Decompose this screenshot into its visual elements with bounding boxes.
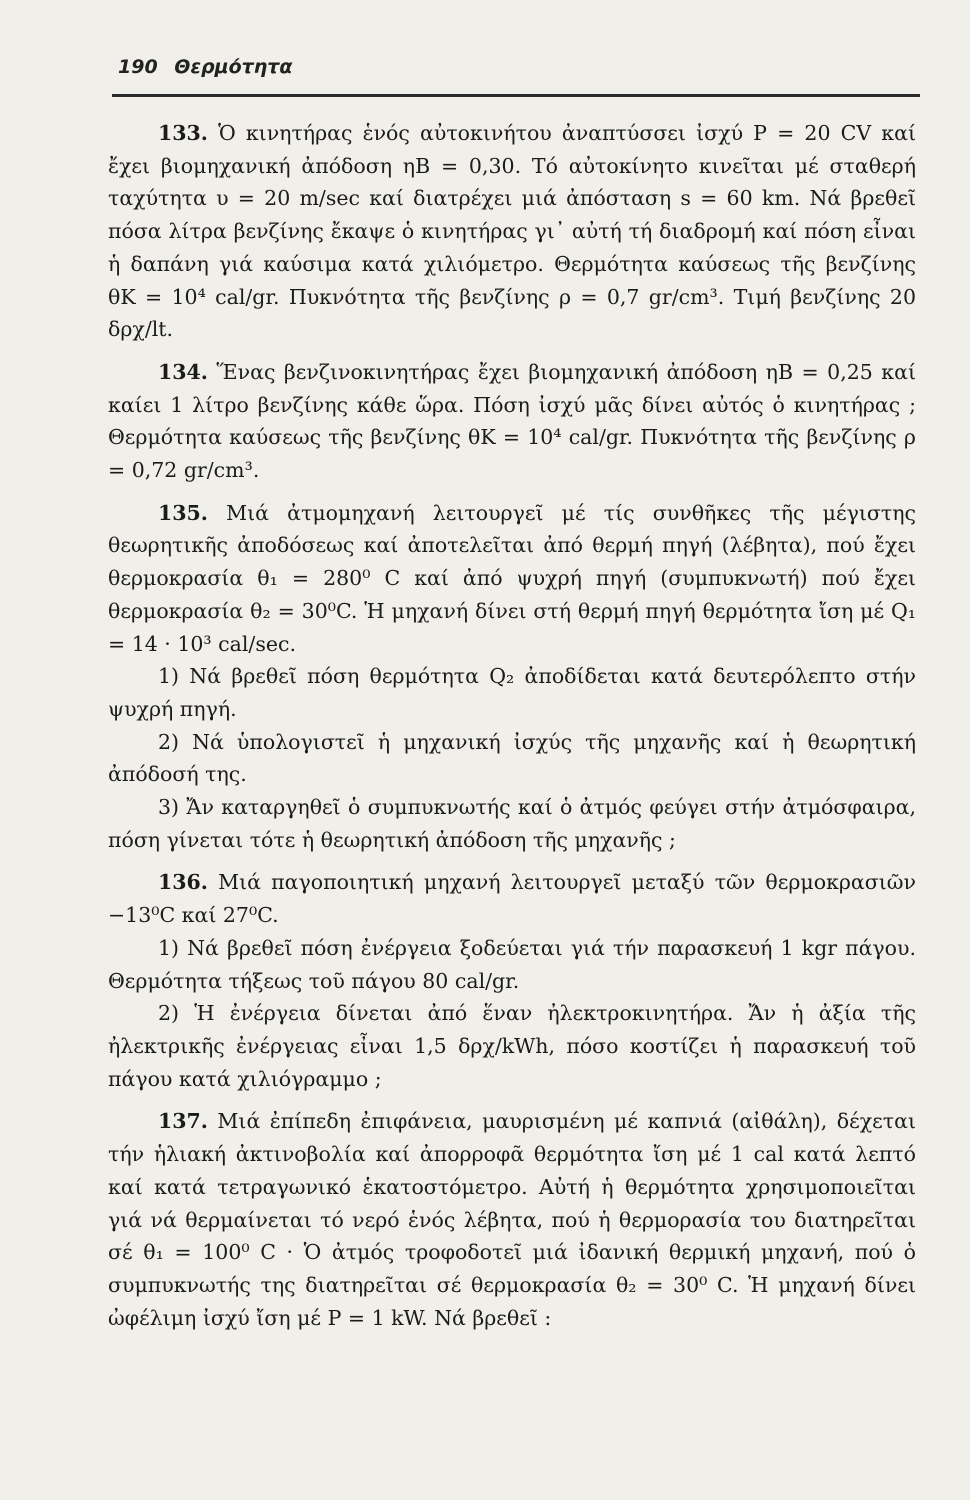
problem-135 — [108, 497, 916, 857]
problem-text: Ὁ κινητήρας ἑνός αὐτοκινήτου ἀναπτύσσει ἰσχύ P = 20 CV καί ἔχει βιομηχανική ἀπόδοση ηB = 0,30. Τό αὐτοκίνητο κινεῖται μέ σταθερή ταχύτητα υ = 20 m/sec καί διατρέχει μιά ἀπόσταση s = 60 km. Νά βρεθεῖ πόσα λίτρα βενζίνης ἔκαψε ὁ κινητήρας γι᾽ αὐτή τή διαδρομή καί πόση εἶναι ἡ δαπάνη γιά καύσιμα κατά χιλιόμετρο. Θερμότητα καύσεως τῆς βενζίνης θK = 10⁴ cal/gr. Πυκνότητα τῆς βενζίνης ρ = 0,7 gr/cm³. Τιμή βενζίνης 20 δρχ/lt. — [108, 121, 916, 342]
sub-question: 2) Νά ὑπολογιστεῖ ἡ μηχανική ἰσχύς τῆς μηχανῆς καί ἡ θεωρητική ἀπόδοσή της. — [108, 729, 916, 787]
problem-number: 137. — [158, 1109, 208, 1134]
problem-text: Μιά παγοποιητική μηχανή λειτουργεῖ μεταξύ τῶν θερμοκρασιῶν −13⁰C καί 27⁰C. — [108, 870, 916, 928]
page-content — [108, 117, 916, 1344]
problem-number: 133. — [158, 121, 208, 145]
problem-text: Ἕνας βενζινοκινητήρας ἔχει βιομηχανική ἀπόδοση ηB = 0,25 καί καίει 1 λίτρο βενζίνης κάθε ὥρα. Πόση ἰσχύ μᾶς δίνει αὐτός ὁ κινητήρας ; Θερμότητα καύσεως τῆς βενζίνης θK = 10⁴ cal/gr. Πυκνότητα τῆς βενζίνης ρ = 0,72 gr/cm³. — [108, 359, 916, 483]
sub-question: 2) Ἡ ἐνέργεια δίνεται ἀπό ἕναν ἠλεκτροκινητήρα. Ἄν ἡ ἀξία τῆς ἠλεκτρικῆς ἐνέργειας εἶναι 1,5 δρχ/kWh, πόσο κοστίζει ἡ παρασκευή τοῦ πάγου κατά χιλιόγραμμο ; — [108, 1001, 916, 1091]
problem-136 — [108, 866, 916, 1095]
problem-134 — [108, 356, 916, 487]
sub-question: 1) Νά βρεθεῖ πόση θερμότητα Q₂ ἀποδίδεται κατά δευτερόλεπτο στήν ψυχρή πηγή. — [108, 664, 916, 721]
problem-137 — [108, 1105, 916, 1334]
header-rule — [112, 94, 920, 97]
problem-133 — [108, 117, 916, 346]
page-number: 190 — [118, 56, 158, 78]
problem-text: Μιά ἀτμομηχανή λειτουργεῖ μέ τίς συνθῆκες τῆς μέγιστης θεωρητικῆς ἀποδόσεως καί ἀποτελεῖται ἀπό θερμή πηγή (λέβητα), πού ἔχει θερμοκρασία θ₁ = 280⁰ C καί ἀπό ψυχρή πηγή (συμπυκνωτή) πού ἔχει θερμοκρασία θ₂ = 30⁰C. Ἡ μηχανή δίνει στή θερμή πηγή θερμότητα ἴση μέ Q₁ = 14 · 10³ cal/sec. — [108, 500, 916, 656]
chapter-title: Θερμότητα — [174, 56, 293, 78]
sub-question: 1) Νά βρεθεῖ πόση ἐνέργεια ξοδεύεται γιά τήν παρασκευή 1 kgr πάγου. Θερμότητα τήξεως τοῦ πάγου 80 cal/gr. — [108, 935, 916, 993]
problem-number: 136. — [158, 870, 208, 895]
problem-text: Μιά ἐπίπεδη ἐπιφάνεια, μαυρισμένη μέ καπνιά (αἰθάλη), δέχεται τήν ἡλιακή ἀκτινοβολία καί ἀπορροφᾶ θερμότητα ἴση μέ 1 cal κατά λεπτό καί κατά τετραγωνικό ἑκατοστόμετρο. Αὐτή ἡ θερμότητα χρησιμοποιεῖται γιά νά θερμαίνεται τό νερό ἑνός λέβητα, πού ἡ θερμορασία του διατηρεῖται σέ θ₁ = 100⁰ C · Ὁ ἀτμός τροφοδοτεῖ μιά ἰδανική θερμική μηχανή, πού ὁ συμπυκνωτής της διατηρεῖται σέ θερμοκρασία θ₂ = 30⁰ C. Ἡ μηχανή δίνει ὠφέλιμη ἰσχύ ἴση μέ P = 1 kW. Νά βρεθεῖ : — [108, 1109, 916, 1330]
page-header — [118, 56, 918, 78]
problem-number: 135. — [158, 500, 208, 525]
sub-question: 3) Ἄν καταργηθεῖ ὁ συμπυκνωτής καί ὁ ἀτμός φεύγει στήν ἀτμόσφαιρα, πόση γίνεται τότε ἡ θεωρητική ἀπόδοση τῆς μηχανῆς ; — [108, 795, 916, 852]
problem-number: 134. — [158, 359, 208, 384]
